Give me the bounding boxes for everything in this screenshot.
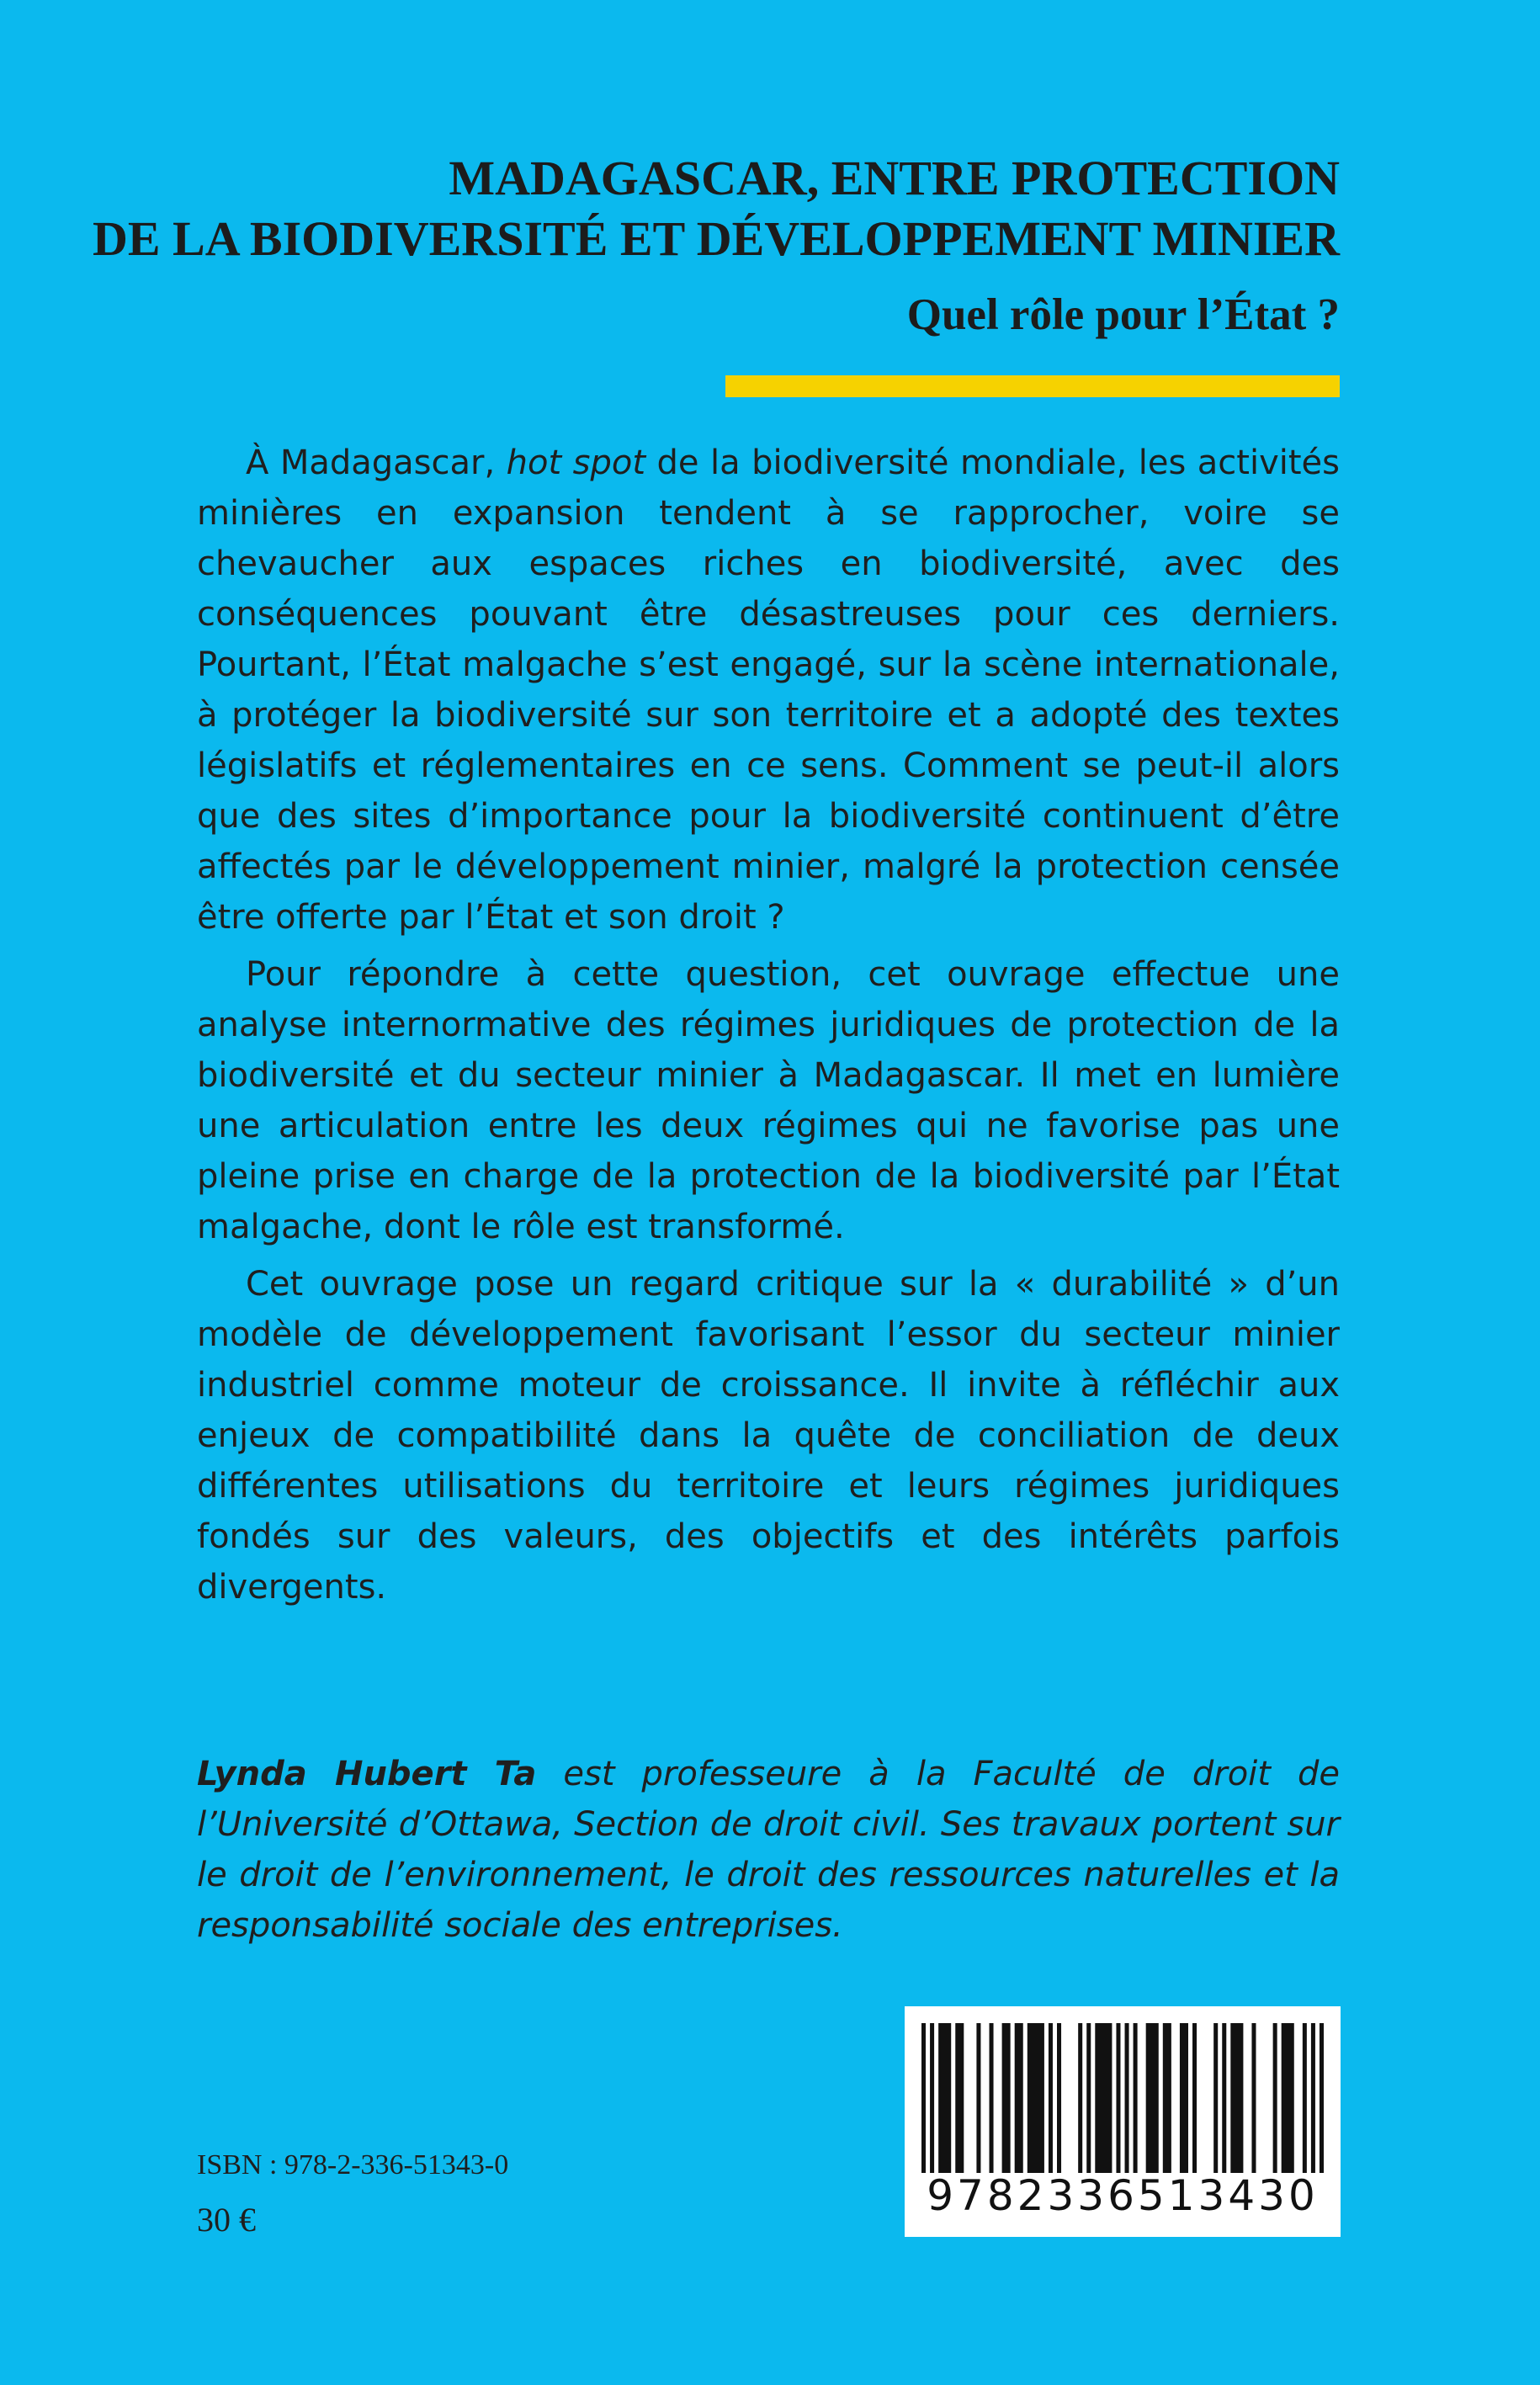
barcode-bars [921, 2023, 1324, 2173]
title-line-2: DE LA BIODIVERSITÉ ET DÉVELOPPEMENT MINIER [92, 211, 1340, 266]
barcode-bar [1192, 2023, 1197, 2173]
barcode-bar [1311, 2023, 1315, 2173]
barcode-bar [1095, 2023, 1112, 2173]
barcode-bar [1002, 2023, 1011, 2173]
isbn: ISBN : 978-2-336-51343-0 [197, 2149, 509, 2180]
barcode-bar [1320, 2023, 1324, 2173]
summary-text [197, 438, 1340, 1619]
barcode-bar [1303, 2023, 1307, 2173]
barcode-bar [930, 2023, 934, 2173]
author-bio-text: est professeure à la Faculté de droit de l’Université d’Ottawa, Section de droit civil. Ses travaux portent sur le droit de l’environnement, le droit des ressources naturelles et la responsabilité sociale des entreprises. [197, 1755, 1340, 1945]
barcode-bar [1086, 2023, 1091, 2173]
summary-paragraph-2: Pour répondre à cette question, cet ouvrage effectue une analyse internormative des régimes juridiques de protection de la biodiversité et du secteur minier à Madagascar. Il met en lumière une articulation entre les deux régimes qui ne favorise pas une pleine prise en charge de la protection de la biodiversité par l’État malgache, dont le rôle est transformé. [197, 955, 1340, 1246]
summary-p1-start: À Madagascar, [246, 444, 507, 482]
barcode-bar [1213, 2023, 1218, 2173]
barcode-bar [921, 2023, 926, 2173]
barcode-bar [1230, 2023, 1243, 2173]
barcode-bar [1273, 2023, 1277, 2173]
author-bio [197, 1749, 1340, 1951]
barcode-bar [990, 2023, 994, 2173]
summary-p1-rest: de la biodiversité mondiale, les activités minières en expansion tendent à se rapprocher, voire se chevaucher aux espaces riches en biodiversité, avec des conséquences pouvant être désastreuses pour ces derniers. Pourtant, l’État malgache s’est engagé, sur la scène internationale, à protéger la biodiversité sur son territoire et a adopté des textes législatifs et réglementaires en ce sens. Comment se peut-il alors que des sites d’importance pour la biodiversité continuent d’être affectés par le développement minier, malgré la protection censée être offerte par l’État et son droit ? [197, 444, 1341, 937]
barcode-bar [1163, 2023, 1171, 2173]
title-block [84, 148, 1340, 342]
summary-paragraph-1 [197, 438, 1340, 943]
subtitle: Quel rôle pour l’État ? [906, 290, 1340, 339]
barcode-bar [976, 2023, 980, 2173]
barcode-bar [1180, 2023, 1188, 2173]
accent-bar [725, 375, 1340, 397]
barcode-bar [1028, 2023, 1044, 2173]
price: 30 € [197, 2201, 256, 2239]
barcode-bar [1134, 2023, 1138, 2173]
barcode-bar [938, 2023, 951, 2173]
barcode-bar [1049, 2023, 1053, 2173]
barcode-digits: 9782336513430 [927, 2171, 1319, 2220]
barcode-bar [1116, 2023, 1120, 2173]
barcode-bar [1125, 2023, 1129, 2173]
barcode-bar [1146, 2023, 1159, 2173]
barcode-bar [1282, 2023, 1294, 2173]
barcode-bar [955, 2023, 964, 2173]
barcode-bar [1251, 2023, 1256, 2173]
summary-p1-emphasis: hot spot [506, 444, 646, 482]
barcode-bar [1222, 2023, 1226, 2173]
barcode-bar [1057, 2023, 1061, 2173]
author-name: Lynda Hubert Ta [197, 1755, 537, 1793]
barcode [905, 2006, 1341, 2237]
barcode-bar [1078, 2023, 1082, 2173]
title-line-1: MADAGASCAR, ENTRE PROTECTION [449, 151, 1340, 205]
barcode-bar [1015, 2023, 1023, 2173]
summary-paragraph-3: Cet ouvrage pose un regard critique sur la « durabilité » d’un modèle de développement favorisant l’essor du secteur minier industriel comme moteur de croissance. Il invite à réfléchir aux enjeux de compatibilité dans la quête de conciliation de deux différentes utilisations du territoire et leurs régimes juridiques fondés sur des valeurs, des objectifs et des intérêts parfois divergents. [197, 1265, 1340, 1607]
